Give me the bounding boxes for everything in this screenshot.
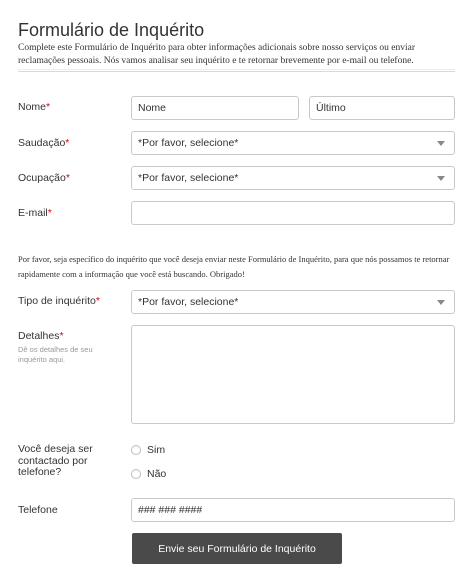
salutation-value: *Por favor, selecione*: [138, 137, 239, 149]
required-mark: *: [59, 330, 64, 342]
required-mark: *: [46, 101, 51, 113]
form-intro: Complete este Formulário de Inquérito para obter informações adicionais sobre nosso serviços ou enviar reclamações pessoais. Nós vamos analisar seu inquérito e te retornar brevemente por e-mail ou telefone.: [18, 43, 416, 66]
required-mark: *: [47, 207, 52, 219]
details-help: Dê os detalhes de seu inquérito aqui.: [18, 345, 93, 364]
submit-button[interactable]: Envie seu Formulário de Inquérito: [132, 533, 342, 564]
required-mark: *: [65, 137, 70, 149]
inquiry-type-select[interactable]: [131, 290, 455, 314]
inquiry-note: Por favor, seja específico do inquérito que você deseja enviar neste Formulário de Inquérito, para que nós possamos te retornar rapidamente com a informação que você está buscando. Obrigado!: [18, 254, 450, 279]
chevron-down-icon: [437, 300, 445, 305]
radio-yes-label[interactable]: Sim: [147, 444, 166, 456]
first-name-input[interactable]: Nome: [131, 96, 299, 120]
inquiry-type-label: Tipo de inquérito*: [18, 295, 100, 307]
divider: [18, 69, 455, 70]
radio-no[interactable]: [131, 469, 141, 479]
email-field[interactable]: [131, 201, 455, 225]
inquiry-type-value: *Por favor, selecione*: [138, 296, 239, 308]
email-label: E-mail*: [18, 207, 52, 219]
divider: [18, 71, 455, 72]
chevron-down-icon: [437, 141, 445, 146]
occupation-label: Ocupação*: [18, 172, 70, 184]
required-mark: *: [95, 295, 100, 307]
phone-input[interactable]: ### ### ####: [131, 498, 455, 522]
name-label: Nome*: [18, 101, 51, 113]
radio-yes[interactable]: [131, 445, 141, 455]
salutation-label: Saudação*: [18, 137, 70, 149]
phone-label: Telefone: [18, 504, 58, 516]
details-textarea[interactable]: [131, 325, 455, 424]
required-mark: *: [65, 172, 70, 184]
salutation-select[interactable]: [131, 131, 455, 155]
occupation-select[interactable]: [131, 166, 455, 190]
radio-no-label[interactable]: Não: [147, 468, 167, 480]
details-label: Detalhes*: [18, 330, 64, 342]
contact-label: Você deseja ser contactado por telefone?: [18, 443, 93, 478]
form-title: Formulário de Inquérito: [18, 20, 205, 40]
chevron-down-icon: [437, 176, 445, 181]
occupation-value: *Por favor, selecione*: [138, 172, 239, 184]
last-name-input[interactable]: Último: [309, 96, 455, 120]
